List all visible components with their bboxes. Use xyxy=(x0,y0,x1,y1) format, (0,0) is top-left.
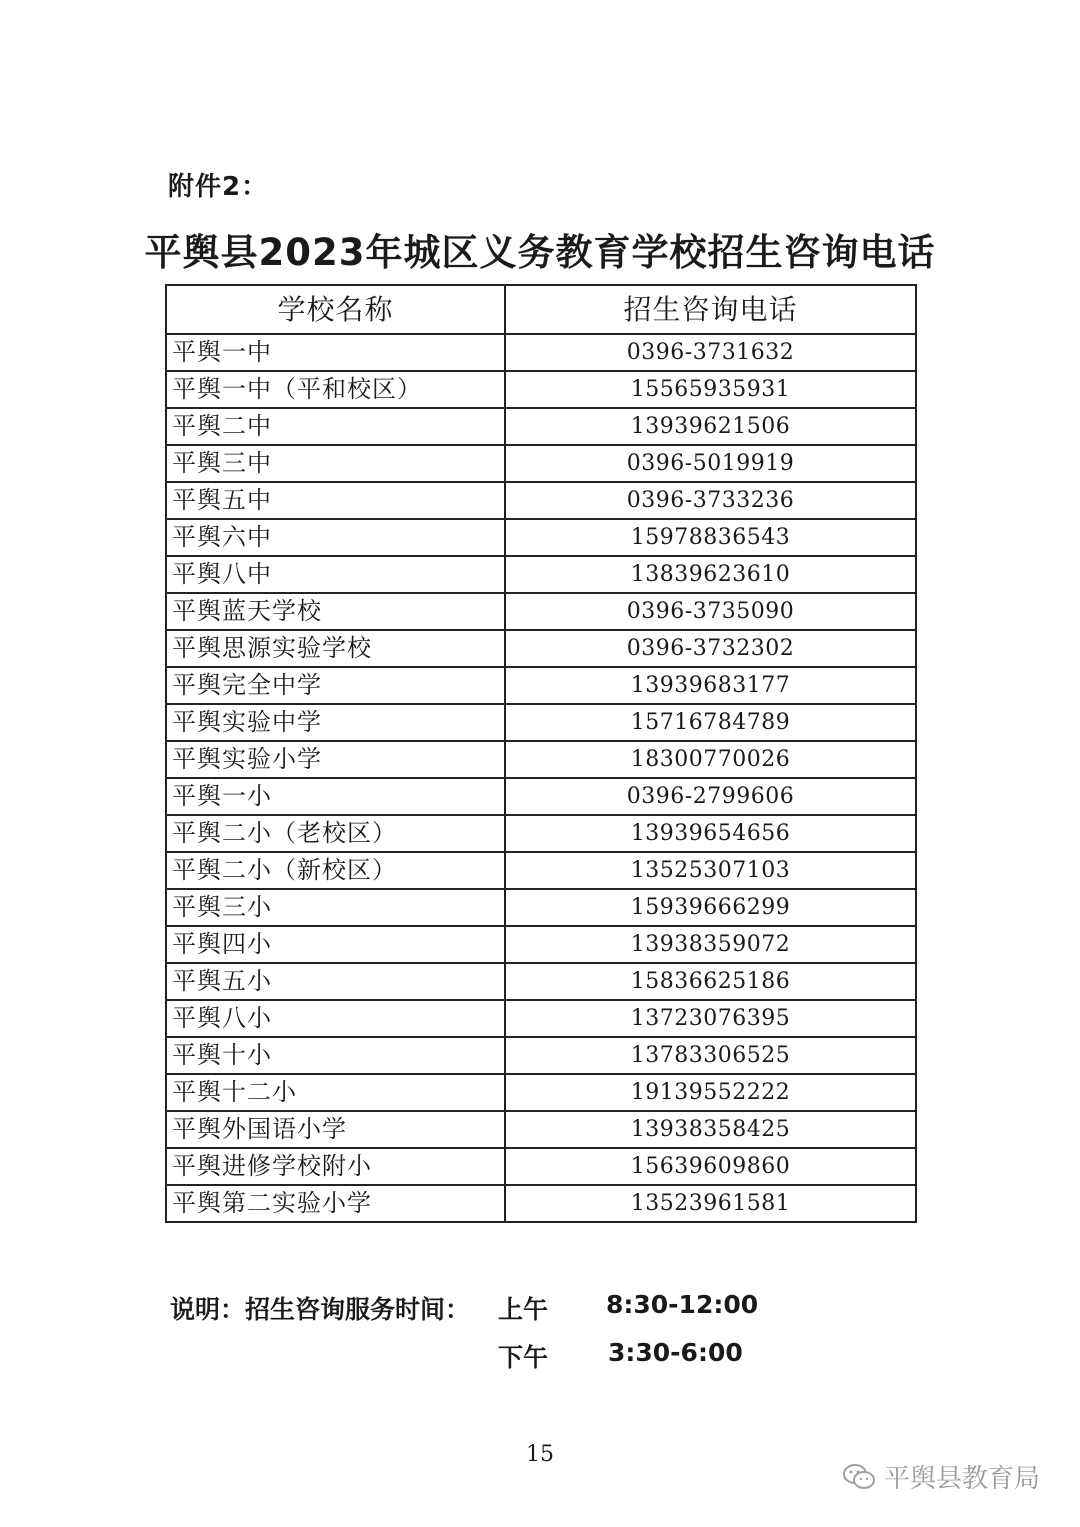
school-name-cell: 平舆第二实验小学 xyxy=(166,1185,505,1222)
pm-label: 下午 xyxy=(498,1343,549,1372)
phone-cell: 0396-3735090 xyxy=(505,593,916,630)
table-row xyxy=(166,556,916,593)
table-row xyxy=(166,371,916,408)
table-row xyxy=(166,1185,916,1222)
phone-cell: 0396-3733236 xyxy=(505,482,916,519)
document-title: 平舆县2023年城区义务教育学校招生咨询电话 xyxy=(144,231,936,274)
table-row xyxy=(166,1148,916,1185)
table-row xyxy=(166,889,916,926)
school-name-cell: 平舆实验小学 xyxy=(166,741,505,778)
table-row xyxy=(166,630,916,667)
watermark xyxy=(842,1458,1040,1495)
table-row xyxy=(166,482,916,519)
wechat-icon xyxy=(842,1462,876,1492)
school-name-cell: 平舆一小 xyxy=(166,778,505,815)
phone-cell: 0396-3732302 xyxy=(505,630,916,667)
table-row xyxy=(166,704,916,741)
phone-cell: 0396-3731632 xyxy=(505,334,916,371)
school-name-cell: 平舆一中 xyxy=(166,334,505,371)
contact-table xyxy=(165,284,917,1223)
school-name-cell: 平舆八中 xyxy=(166,556,505,593)
table-row xyxy=(166,778,916,815)
attachment-label: 附件2： xyxy=(168,172,269,202)
school-name-cell: 平舆六中 xyxy=(166,519,505,556)
table-row xyxy=(166,1074,916,1111)
table-row xyxy=(166,519,916,556)
school-name-cell: 平舆思源实验学校 xyxy=(166,630,505,667)
phone-cell: 15565935931 xyxy=(505,371,916,408)
watermark-text: 平舆县教育局 xyxy=(884,1464,1041,1494)
phone-cell: 0396-5019919 xyxy=(505,445,916,482)
phone-cell: 13839623610 xyxy=(505,556,916,593)
table-row xyxy=(166,741,916,778)
table-row xyxy=(166,593,916,630)
school-name-cell: 平舆八小 xyxy=(166,1000,505,1037)
phone-cell: 13723076395 xyxy=(505,1000,916,1037)
school-name-cell: 平舆五小 xyxy=(166,963,505,1000)
phone-cell: 13938358425 xyxy=(505,1111,916,1148)
phone-cell: 13938359072 xyxy=(505,926,916,963)
table-row xyxy=(166,445,916,482)
page-number: 15 xyxy=(526,1442,554,1467)
school-name-cell: 平舆蓝天学校 xyxy=(166,593,505,630)
am-time: 8:30-12:00 xyxy=(606,1290,759,1319)
note-label: 说明：招生咨询服务时间： xyxy=(170,1295,471,1324)
table-row xyxy=(166,815,916,852)
table-row xyxy=(166,926,916,963)
school-name-cell: 平舆二小（老校区） xyxy=(166,815,505,852)
phone-cell: 0396-2799606 xyxy=(505,778,916,815)
phone-cell: 15639609860 xyxy=(505,1148,916,1185)
table-header-row xyxy=(166,285,916,334)
phone-cell: 19139552222 xyxy=(505,1074,916,1111)
school-name-cell: 平舆实验中学 xyxy=(166,704,505,741)
table-row xyxy=(166,408,916,445)
school-name-cell: 平舆十小 xyxy=(166,1037,505,1074)
school-name-cell: 平舆一中（平和校区） xyxy=(166,371,505,408)
phone-cell: 13783306525 xyxy=(505,1037,916,1074)
phone-cell: 15716784789 xyxy=(505,704,916,741)
table-body xyxy=(166,334,916,1222)
table-row xyxy=(166,1037,916,1074)
pm-time: 3:30-6:00 xyxy=(608,1338,743,1367)
phone-cell: 13939683177 xyxy=(505,667,916,704)
phone-cell: 13939621506 xyxy=(505,408,916,445)
table-row xyxy=(166,1111,916,1148)
am-label: 上午 xyxy=(498,1295,549,1324)
phone-cell: 13523961581 xyxy=(505,1185,916,1222)
school-name-cell: 平舆二小（新校区） xyxy=(166,852,505,889)
school-name-cell: 平舆三中 xyxy=(166,445,505,482)
school-name-cell: 平舆二中 xyxy=(166,408,505,445)
school-name-cell: 平舆四小 xyxy=(166,926,505,963)
school-name-cell: 平舆十二小 xyxy=(166,1074,505,1111)
table-row xyxy=(166,1000,916,1037)
column-header-phone: 招生咨询电话 xyxy=(505,285,916,334)
table-row xyxy=(166,667,916,704)
phone-cell: 13525307103 xyxy=(505,852,916,889)
school-name-cell: 平舆进修学校附小 xyxy=(166,1148,505,1185)
column-header-school: 学校名称 xyxy=(166,285,505,334)
phone-cell: 15836625186 xyxy=(505,963,916,1000)
table-row xyxy=(166,963,916,1000)
table-row xyxy=(166,334,916,371)
phone-cell: 15978836543 xyxy=(505,519,916,556)
phone-cell: 15939666299 xyxy=(505,889,916,926)
table-row xyxy=(166,852,916,889)
phone-cell: 18300770026 xyxy=(505,741,916,778)
school-name-cell: 平舆三小 xyxy=(166,889,505,926)
school-name-cell: 平舆五中 xyxy=(166,482,505,519)
school-name-cell: 平舆外国语小学 xyxy=(166,1111,505,1148)
phone-cell: 13939654656 xyxy=(505,815,916,852)
school-name-cell: 平舆完全中学 xyxy=(166,667,505,704)
